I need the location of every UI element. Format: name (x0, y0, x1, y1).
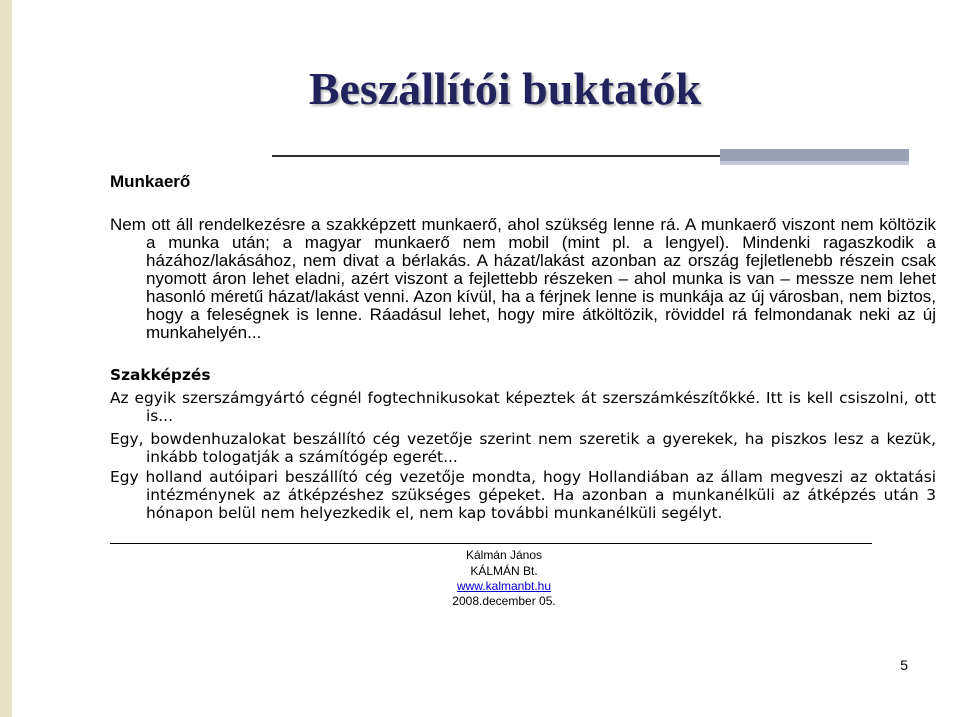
title-underline (272, 155, 720, 157)
paragraph-szakkepzes-3: Egy holland autóipari beszállító cég vezetője mondta, hogy Hollandiában az állam megveszi az oktatási intézménynek az átképzéshez szükséges gépeket. Ha azonban a munkanélküli az átképzés után 3 hónapon belül nem helyezkedik el, nem kap további munkanélküli segélyt. (110, 468, 936, 522)
page-number: 5 (900, 657, 908, 673)
paragraph-munkaero: Nem ott áll rendelkezésre a szakképzett munkaerő, ahol szükség lenne rá. A munkaerő viszont nem költözik a munka után; a magyar munkaerő nem mobil (mint pl. a lengyel). Mindenki ragaszkodik a házához/lakásához, nem divat a bérlakás. A házat/lakást azonban az ország fejletlenebb részein csak nyomott áron lehet eladni, azért viszont a fejlettebb részeken – ahol munka is van – messze nem lehet hasonló méretű házat/lakást venni. Azon kívül, ha a férjnek lenne is munkája az új városban, nem biztos, hogy a feleségnek is lenne. Ráadásul lehet, hogy mire átköltözik, röviddel rá felmondanak neki az új munkahelyén... (110, 215, 936, 342)
footer-separator (110, 543, 872, 544)
paragraph-szakkepzes-2: Egy, bowdenhuzalokat beszállító cég vezetője szerint nem szeretik a gyerekek, ha piszkos lesz a kezük, inkább tologatják a számítógép egerét... (110, 430, 936, 466)
footer-company: KÁLMÁN Bt. (470, 564, 538, 578)
footer-website-link[interactable]: www.kalmanbt.hu (456, 579, 552, 593)
slide-title: Beszállítói buktatók (308, 63, 702, 114)
footer-author-name: Kálmán János (465, 548, 543, 562)
footer-website-row (404, 579, 604, 593)
paragraph-szakkepzes-1: Az egyik szerszámgyártó cégnél fogtechnikusokat képeztek át szerszámkészítőkké. Itt is kell csiszolni, ott is... (110, 389, 936, 425)
heading-szakkepzes: Szakképzés (110, 366, 211, 384)
footer-date: 2008.december 05. (452, 594, 556, 608)
heading-munkaero: Munkaerő (110, 172, 191, 191)
title-underline-block-shade (720, 161, 909, 165)
